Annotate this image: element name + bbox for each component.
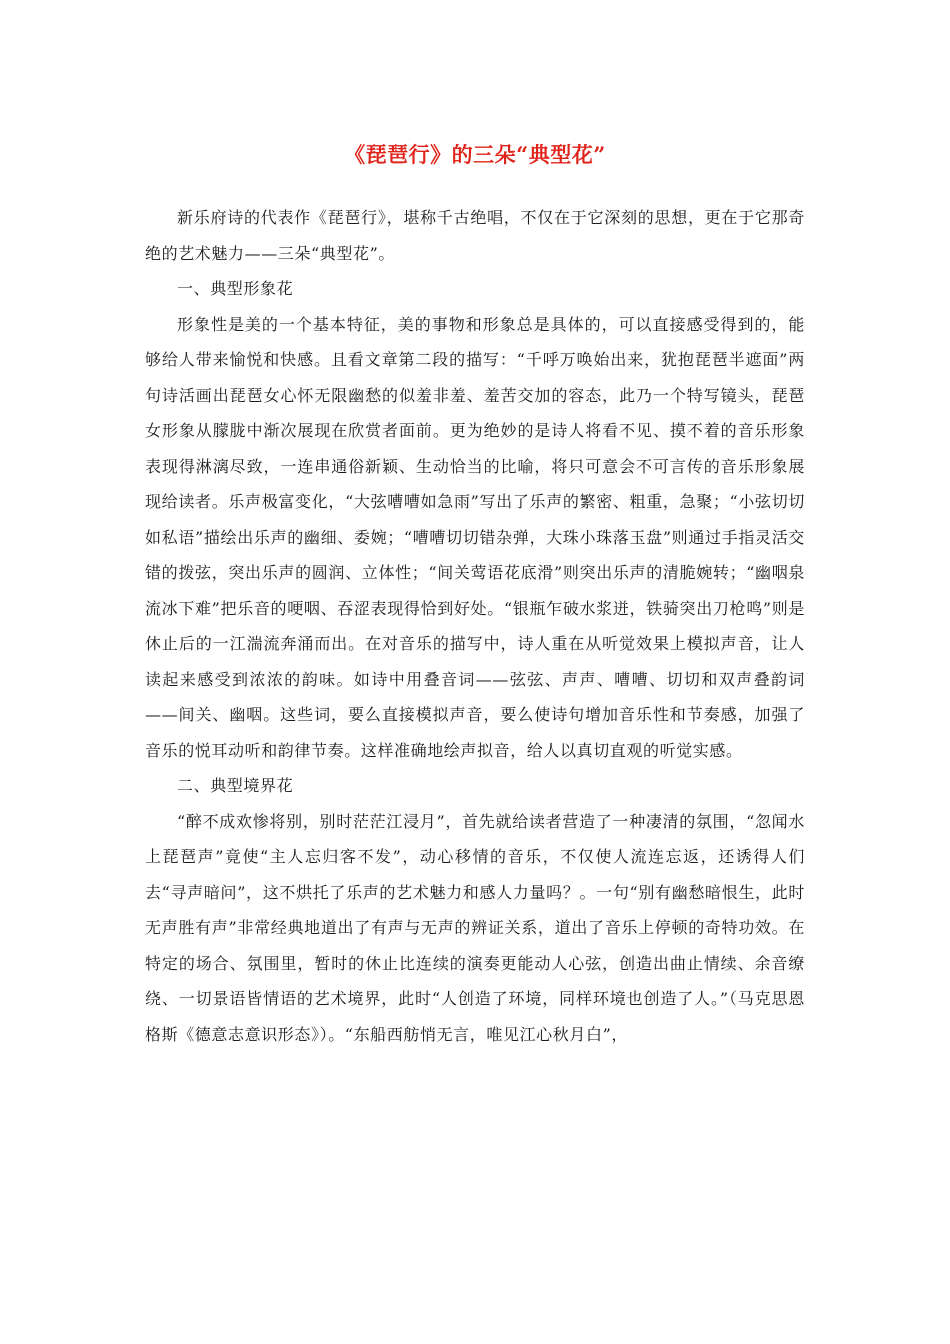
intro-paragraph: 新乐府诗的代表作《琵琶行》，堪称千古绝唱，不仅在于它深刻的思想，更在于它那奇绝的艺术魅力——三朵“典型花”。	[145, 208, 805, 263]
document-title: 《琵琶行》的三朵“典型花”	[344, 142, 606, 167]
section-2-paragraph: “醉不成欢惨将别，别时茫茫江浸月”，首先就给读者营造了一种凄清的氛围，“忽闻水上琵琶声”竟使“主人忘归客不发”，动心移情的音乐，不仅使人流连忘返，还诱得人们去“寻声暗问”，这不烘托了乐声的艺术魅力和感人力量吗？。一句“别有幽愁暗恨生，此时无声胜有声”非常经典地道出了有声与无声的辨证关系，道出了音乐上停顿的奇特功效。在特定的场合、氛围里，暂时的休止比连续的演奏更能动人心弦，创造出曲止情续、余音缭绕、一切景语皆情语的艺术境界，此时“人创造了环境，同样环境也创造了人。”（马克思恩格斯《德意志意识形态》）。“东船西舫悄无言，唯见江心秋月白”，	[145, 811, 805, 1044]
section-heading-2: 二、典型境界花	[177, 776, 294, 795]
section-heading-1: 一、典型形象花	[177, 279, 294, 298]
section-1-paragraph: 形象性是美的一个基本特征，美的事物和形象总是具体的，可以直接感受得到的，能够给人带来愉悦和快感。且看文章第二段的描写：“千呼万唤始出来，犹抱琵琶半遮面”两句诗活画出琵琶女心怀无限幽愁的似羞非羞、羞苦交加的容态，此乃一个特写镜头，琵琶女形象从朦胧中渐次展现在欣赏者面前。更为绝妙的是诗人将看不见、摸不着的音乐形象表现得淋漓尽致，一连串通俗新颖、生动恰当的比喻，将只可意会不可言传的音乐形象展现给读者。乐声极富变化，“大弦嘈嘈如急雨”写出了乐声的繁密、粗重，急聚；“小弦切切如私语”描绘出乐声的幽细、委婉；“嘈嘈切切错杂弹，大珠小珠落玉盘”则通过手指灵活交错的拨弦，突出乐声的圆润、立体性；“间关莺语花底滑”则突出乐声的清脆婉转；“幽咽泉流冰下难”把乐音的哽咽、吞涩表现得恰到好处。“银瓶乍破水浆迸，铁骑突出刀枪鸣”则是休止后的一江湍流奔涌而出。在对音乐的描写中，诗人重在从听觉效果上模拟声音，让人读起来感受到浓浓的韵味。如诗中用叠音词——弦弦、声声、嘈嘈、切切和双声叠韵词——间关、幽咽。这些词，要么直接模拟声音，要么使诗句增加音乐性和节奏感，加强了音乐的悦耳动听和韵律节奏。这样准确地绘声拟音，给人以真切直观的听觉实感。	[145, 314, 805, 760]
